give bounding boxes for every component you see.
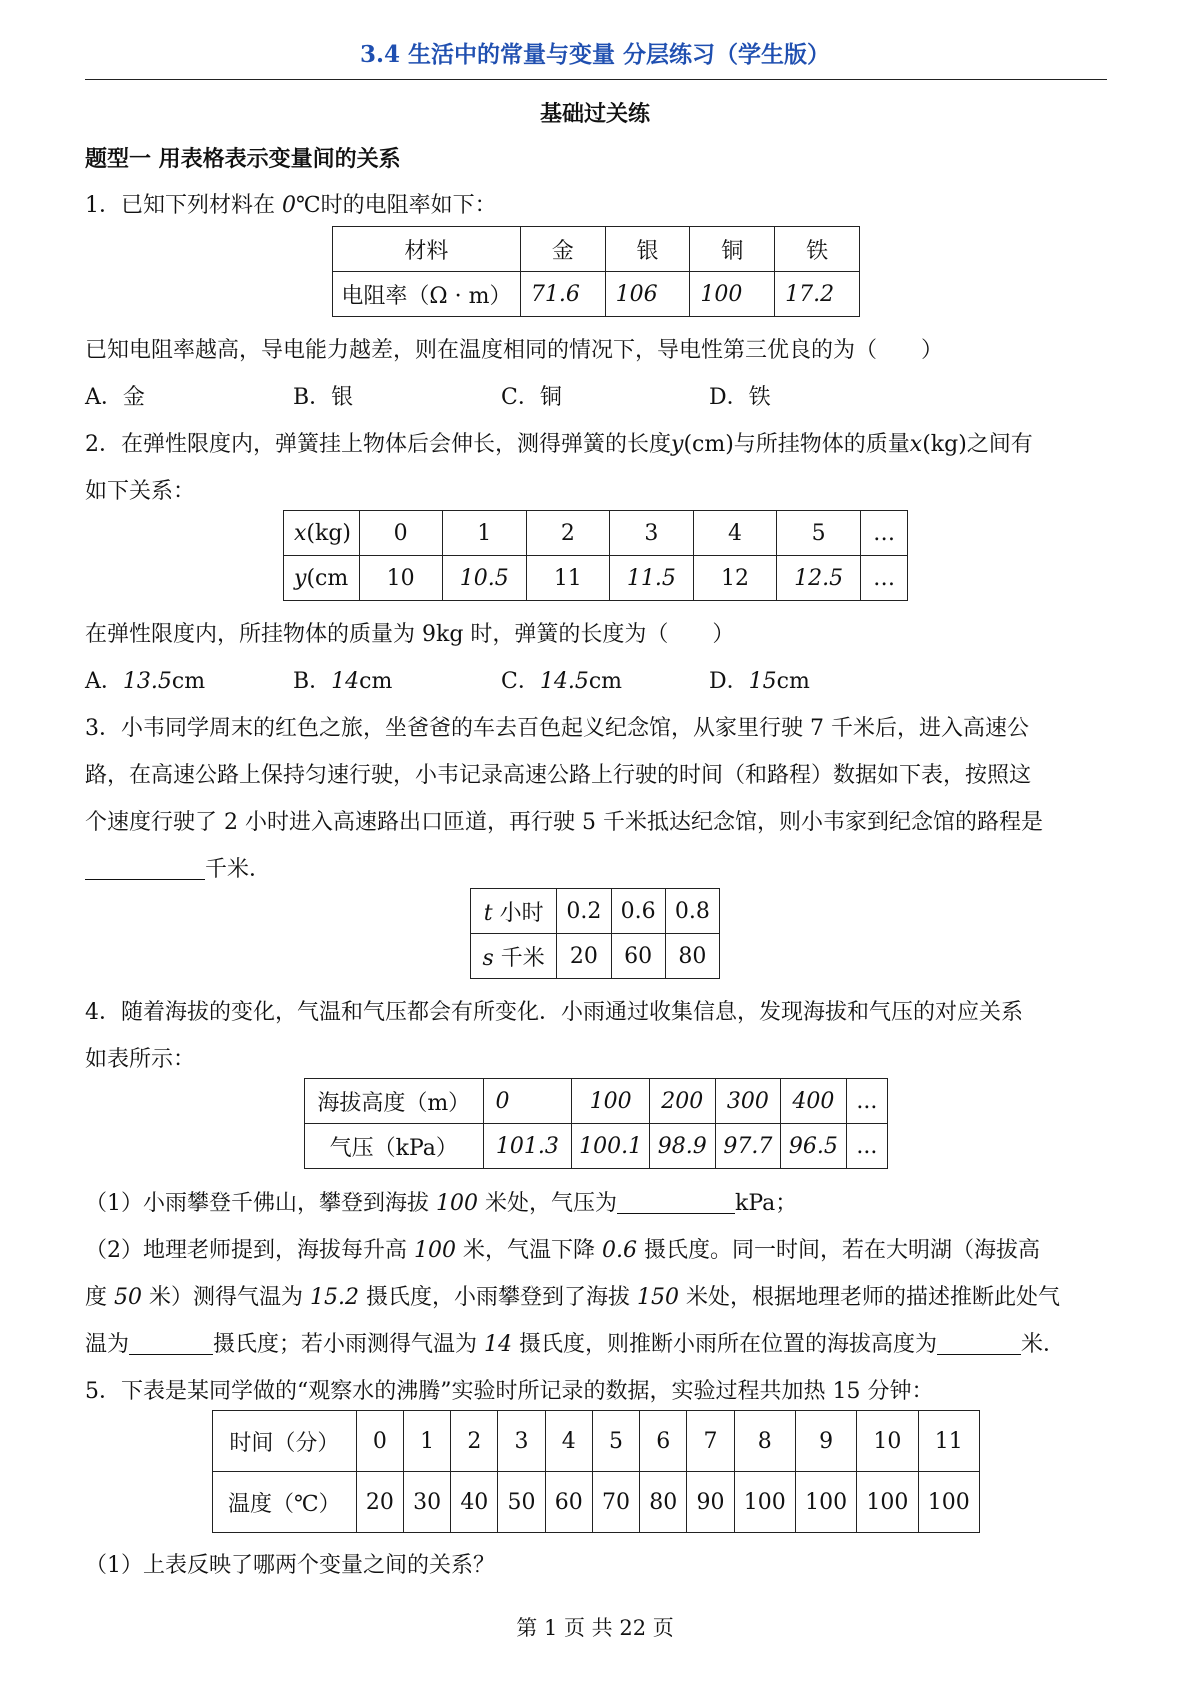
table-cell: 40	[451, 1472, 498, 1533]
q3-stem-line2: 路，在高速公路上保持匀速行驶，小韦记录高速公路上行驶的时间（和路程）数据如下表，按照这	[85, 763, 1032, 788]
table-cell: 80	[640, 1472, 687, 1533]
table-cell: 12	[693, 556, 776, 601]
table-cell: 70	[592, 1472, 639, 1533]
table-cell: 300	[715, 1079, 781, 1124]
answer-blank[interactable]	[85, 857, 205, 880]
q3-stem-line4: 千米．	[85, 852, 271, 883]
table-cell: 5	[592, 1411, 639, 1472]
table-cell: 金	[520, 227, 605, 272]
q2-spring-table	[283, 510, 908, 601]
table-cell: 10	[857, 1411, 918, 1472]
table-cell: 电阻率（Ω · m）	[333, 272, 521, 317]
table-cell: 17.2	[775, 272, 860, 317]
q2-question: 在弹性限度内，所挂物体的质量为 9kg 时，弹簧的长度为（ ）	[85, 622, 735, 647]
table-cell: 10.5	[442, 556, 526, 601]
table-cell: 7	[687, 1411, 734, 1472]
table-cell: s 千米	[471, 934, 557, 979]
table-cell: 气压（kPa）	[305, 1124, 484, 1169]
table-cell: 11	[918, 1411, 979, 1472]
table-cell: 12.5	[777, 556, 861, 601]
table-cell: 1	[403, 1411, 450, 1472]
table-cell: 材料	[333, 227, 521, 272]
answer-blank[interactable]	[129, 1332, 213, 1355]
q2-stem-line1: 2．在弹性限度内，弹簧挂上物体后会伸长，测得弹簧的长度y(cm)与所挂物体的质量x(kg)之间有	[85, 432, 1033, 457]
table-cell: 71.6	[520, 272, 605, 317]
header-divider	[85, 79, 1107, 80]
table-cell: 400	[781, 1079, 847, 1124]
table-row	[213, 1411, 980, 1472]
table-cell: 1	[442, 511, 526, 556]
q2-option-b[interactable]: B．14cm	[293, 669, 393, 694]
table-row	[471, 889, 720, 934]
table-cell: 2	[526, 511, 609, 556]
table-row	[471, 934, 720, 979]
q4-part2-line3: 温为 摄氏度；若小雨测得气温为 14 摄氏度，则推断小雨所在位置的海拔高度为 米．	[85, 1332, 1066, 1357]
table-cell: 100	[918, 1472, 979, 1533]
q2-option-c[interactable]: C．14.5cm	[501, 669, 623, 694]
table-cell: 60	[611, 934, 665, 979]
table-cell: 0.6	[611, 889, 665, 934]
table-cell: 100	[572, 1079, 650, 1124]
table-cell: …	[861, 556, 908, 601]
table-cell: 90	[687, 1472, 734, 1533]
table-cell: 106	[605, 272, 690, 317]
table-cell: 30	[403, 1472, 450, 1533]
table-cell: 0.8	[665, 889, 719, 934]
q3-stem-line1: 3．小韦同学周末的红色之旅，坐爸爸的车去百色起义纪念馆，从家里行驶 7 千米后，进入高速公	[85, 716, 1029, 741]
table-cell: 101.3	[483, 1124, 572, 1169]
table-cell: 3	[498, 1411, 545, 1472]
table-row	[213, 1472, 980, 1533]
table-cell: 100	[690, 272, 775, 317]
table-cell: 20	[356, 1472, 403, 1533]
table-cell: 20	[557, 934, 611, 979]
table-cell: 铁	[775, 227, 860, 272]
table-cell: y(cm	[284, 556, 360, 601]
q1-option-d[interactable]: D．铁	[709, 385, 771, 410]
document-header-title: 3.4 生活中的常量与变量 分层练习（学生版）	[359, 41, 831, 68]
q1-resistivity-table	[332, 226, 860, 317]
q1-option-c[interactable]: C．铜	[501, 385, 562, 410]
table-cell: 97.7	[715, 1124, 781, 1169]
answer-blank[interactable]	[937, 1332, 1021, 1355]
q2-stem-line2: 如下关系：	[85, 479, 196, 504]
q4-part1: （1）小雨攀登千佛山，攀登到海拔 100 米处，气压为 kPa；	[85, 1191, 798, 1216]
q5-stem: 5．下表是某同学做的“观察水的沸腾”实验时所记录的数据，实验过程共加热 15 分钟：	[85, 1379, 934, 1404]
table-cell: 铜	[690, 227, 775, 272]
table-cell: ...	[846, 1079, 887, 1124]
q2-option-a[interactable]: A．13.5cm	[85, 669, 206, 694]
table-cell: 100.1	[572, 1124, 650, 1169]
q4-part2-line1: （2）地理老师提到，海拔每升高 100 米，气温下降 0.6 摄氏度。同一时间，若在大明湖（海拔高	[85, 1238, 1040, 1263]
table-row	[305, 1124, 888, 1169]
table-cell: t 小时	[471, 889, 557, 934]
q3-stem-line3: 个速度行驶了 2 小时进入高速路出口匝道，再行驶 5 千米抵达纪念馆，则小韦家到纪念馆的路程是	[85, 810, 1043, 835]
q4-stem-line1: 4．随着海拔的变化，气温和气压都会有所变化．小雨通过收集信息，发现海拔和气压的对应关系	[85, 1000, 1024, 1025]
table-cell: 时间（分）	[213, 1411, 357, 1472]
table-cell: 80	[665, 934, 719, 979]
question-type-heading: 题型一 用表格表示变量间的关系	[85, 146, 401, 172]
table-cell: 10	[359, 556, 442, 601]
table-cell: 96.5	[781, 1124, 847, 1169]
table-cell: 100	[857, 1472, 918, 1533]
q5-boiling-table	[212, 1410, 980, 1533]
table-cell: 6	[640, 1411, 687, 1472]
table-cell: 温度（℃）	[213, 1472, 357, 1533]
table-cell: 海拔高度（m）	[305, 1079, 484, 1124]
q4-part2-line2: 度 50 米）测得气温为 15.2 摄氏度，小雨攀登到了海拔 150 米处，根据地理老师的描述推断此处气	[85, 1285, 1060, 1310]
table-cell: 0	[359, 511, 442, 556]
table-row	[333, 227, 860, 272]
table-cell: 9	[795, 1411, 856, 1472]
q5-part1: （1）上表反映了哪两个变量之间的关系？	[85, 1553, 495, 1578]
table-cell: 60	[545, 1472, 592, 1533]
table-cell: 5	[777, 511, 861, 556]
table-cell: 0	[483, 1079, 572, 1124]
q3-time-distance-table	[470, 888, 720, 979]
table-cell: 0.2	[557, 889, 611, 934]
q1-question: 已知电阻率越高，导电能力越差，则在温度相同的情况下，导电性第三优良的为（ ）	[85, 338, 944, 363]
q4-stem-line2: 如表所示：	[85, 1047, 196, 1072]
table-cell: 98.9	[649, 1124, 715, 1169]
table-row	[284, 556, 908, 601]
table-row	[333, 272, 860, 317]
q1-option-b[interactable]: B．银	[293, 385, 354, 410]
table-cell: 2	[451, 1411, 498, 1472]
table-cell: 8	[734, 1411, 795, 1472]
table-cell: 4	[693, 511, 776, 556]
table-cell: ...	[846, 1124, 887, 1169]
table-cell: 11.5	[609, 556, 693, 601]
table-row	[284, 511, 908, 556]
table-cell: 100	[734, 1472, 795, 1533]
section-title: 基础过关练	[539, 101, 650, 127]
q4-altitude-pressure-table	[304, 1078, 888, 1169]
table-cell: 银	[605, 227, 690, 272]
page-footer: 第 1 页 共 22 页	[516, 1616, 674, 1640]
q1-option-a[interactable]: A．金	[85, 385, 145, 410]
table-cell: x(kg)	[284, 511, 360, 556]
table-cell: …	[861, 511, 908, 556]
table-cell: 11	[526, 556, 609, 601]
q1-stem: 1．已知下列材料在 0℃时的电阻率如下：	[85, 193, 497, 218]
table-row	[305, 1079, 888, 1124]
table-cell: 200	[649, 1079, 715, 1124]
table-cell: 3	[609, 511, 693, 556]
table-cell: 4	[545, 1411, 592, 1472]
answer-blank[interactable]	[617, 1191, 735, 1214]
q2-option-d[interactable]: D．15cm	[709, 669, 810, 694]
table-cell: 100	[795, 1472, 856, 1533]
table-cell: 50	[498, 1472, 545, 1533]
table-cell: 0	[356, 1411, 403, 1472]
